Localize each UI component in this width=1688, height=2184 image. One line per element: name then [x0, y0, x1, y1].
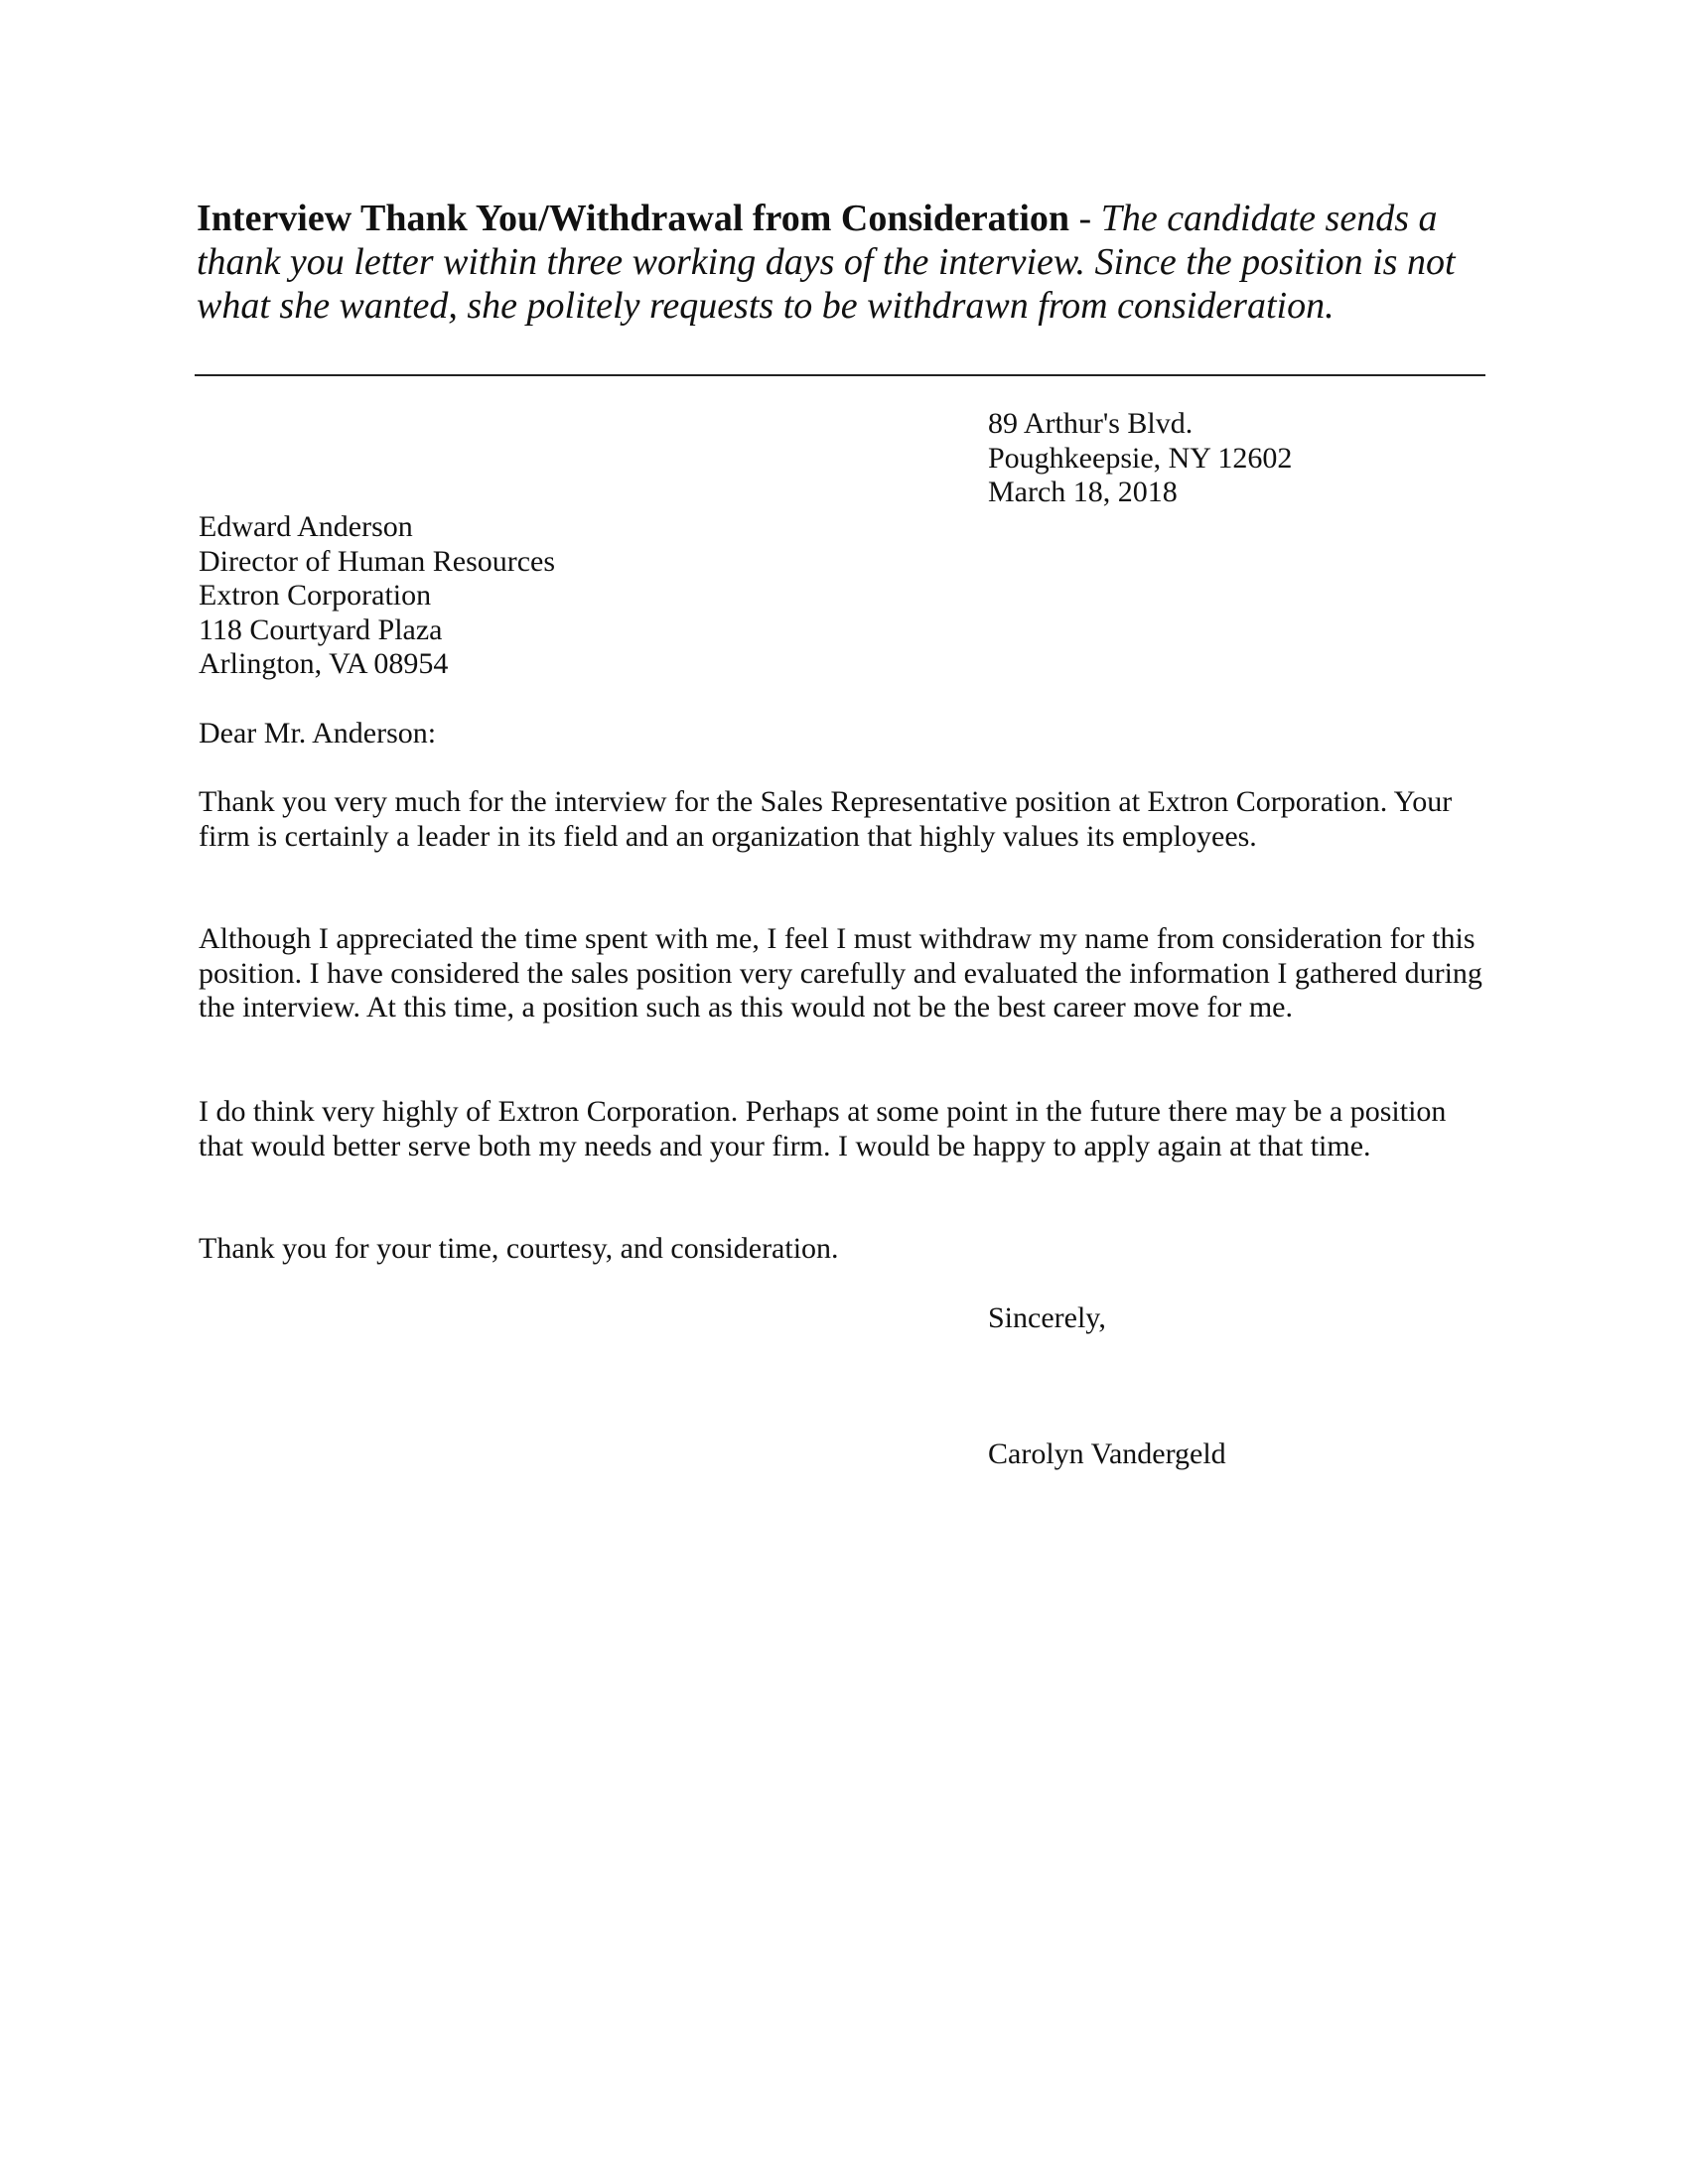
- body-paragraph: [199, 785, 1484, 854]
- heading-title: Interview Thank You/Withdrawal from Consideration: [197, 198, 1070, 239]
- body-paragraph-1: Thank you very much for the interview for the Sales Representative position at Extron Corporation. Your firm is certainly a leader in its field and an organization that highly values its employees.: [199, 785, 1453, 853]
- document-heading: [197, 197, 1477, 328]
- salutation: Dear Mr. Anderson:: [199, 717, 437, 750]
- body-paragraph: [199, 1095, 1484, 1163]
- recipient-name: Edward Anderson: [199, 510, 413, 543]
- recipient-company: Extron Corporation: [199, 579, 432, 612]
- signature-name: Carolyn Vandergeld: [988, 1437, 1226, 1470]
- recipient-city-state-zip: Arlington, VA 08954: [199, 647, 449, 680]
- letter-date: March 18, 2018: [988, 476, 1178, 508]
- body-paragraph: [199, 1232, 1484, 1267]
- body-paragraph-4: Thank you for your time, courtesy, and consideration.: [199, 1232, 839, 1265]
- body-paragraph-2: Although I appreciated the time spent with me, I feel I must withdraw my name from consideration for this position. I have considered the sales position very carefully and evaluated the information I gathered during the interview. At this time, a position such as this would not be the best career move for me.: [199, 922, 1482, 1024]
- recipient-title: Director of Human Resources: [199, 545, 556, 578]
- heading-divider: [195, 374, 1485, 376]
- body-paragraph-3: I do think very highly of Extron Corporation. Perhaps at some point in the future there may be a position that would better serve both my needs and your firm. I would be happy to apply again at that time.: [199, 1095, 1447, 1162]
- body-paragraph: [199, 922, 1484, 1025]
- sender-street: 89 Arthur's Blvd.: [988, 407, 1194, 440]
- sender-city-state-zip: Poughkeepsie, NY 12602: [988, 442, 1293, 475]
- heading-description: The candidate sends a thank you letter within three working days of the interview. Since the position is not what she wanted, she politely requests to be withdrawn from consideration.: [197, 198, 1456, 327]
- heading-separator: -: [1069, 198, 1101, 239]
- closing: Sincerely,: [988, 1301, 1106, 1334]
- recipient-street: 118 Courtyard Plaza: [199, 614, 443, 646]
